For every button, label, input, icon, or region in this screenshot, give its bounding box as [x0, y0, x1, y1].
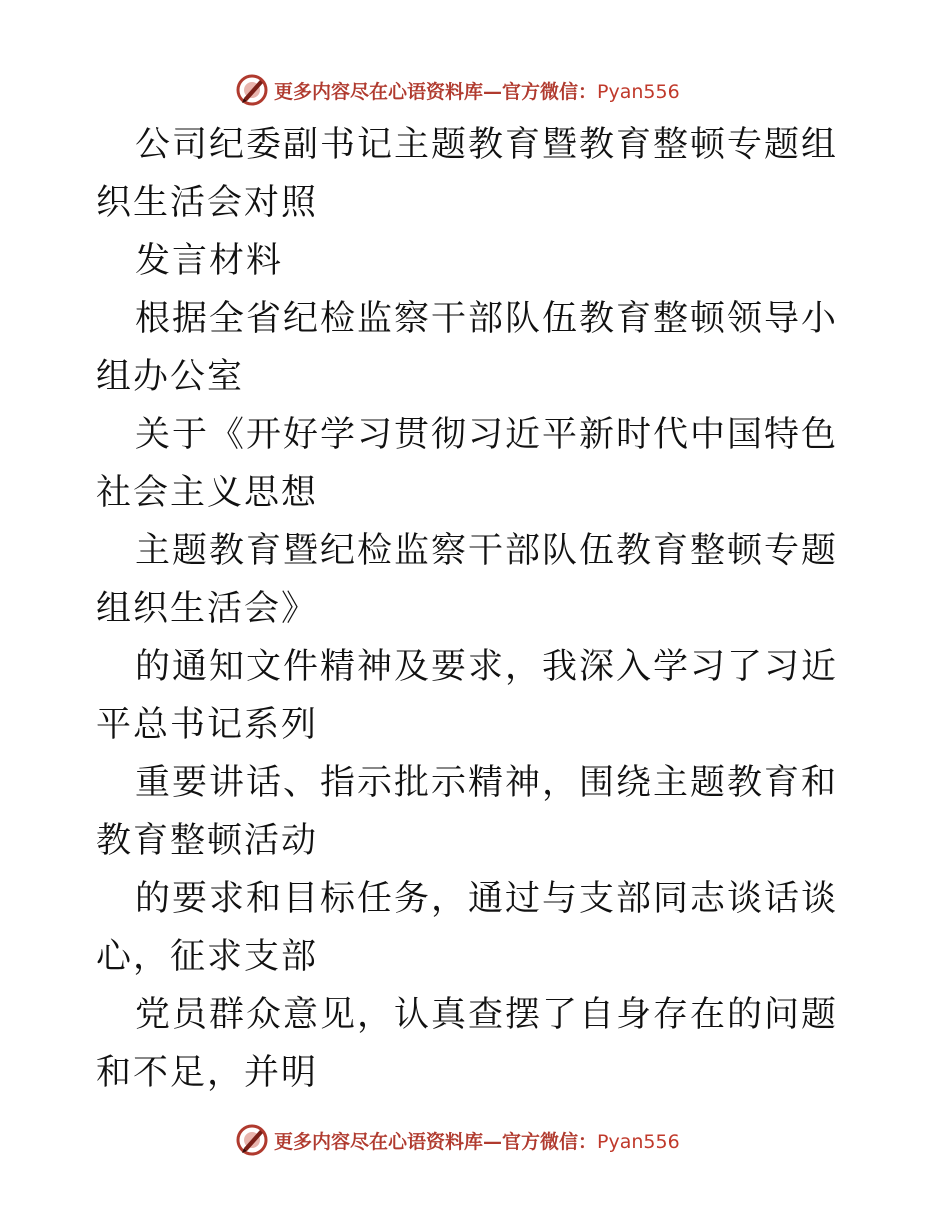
wechat-id: Pyan556: [597, 1130, 680, 1153]
document-body: [96, 116, 856, 1102]
paragraph: 的通知文件精神及要求，我深入学习了习近平总书记系列: [96, 647, 839, 745]
footer-banner: [234, 1122, 680, 1158]
paragraph: 党员群众意见，认真查摆了自身存在的问题和不足，并明: [96, 995, 839, 1093]
wechat-id: Pyan556: [597, 80, 680, 103]
paragraph: 公司纪委副书记主题教育暨教育整顿专题组织生活会对照: [96, 125, 839, 223]
paragraph: 的要求和目标任务，通过与支部同志谈话谈心，征求支部: [96, 879, 839, 977]
paragraph: 主题教育暨纪检监察干部队伍教育整顿专题组织生活会》: [96, 531, 839, 629]
banner-text: 更多内容尽在心语资料库—官方微信：Pyan556: [274, 80, 680, 103]
paragraph: 发言材料: [135, 241, 284, 281]
banner-text: 更多内容尽在心语资料库—官方微信：Pyan556: [274, 1130, 680, 1153]
pen-logo-icon: [234, 72, 270, 108]
header-banner: [234, 72, 680, 108]
paragraph: 根据全省纪检监察干部队伍教育整顿领导小组办公室: [96, 299, 839, 397]
paragraph: 关于《开好学习贯彻习近平新时代中国特色社会主义思想: [96, 415, 839, 513]
paragraph: 重要讲话、指示批示精神，围绕主题教育和教育整顿活动: [96, 763, 839, 861]
pen-logo-icon: [234, 1122, 270, 1158]
